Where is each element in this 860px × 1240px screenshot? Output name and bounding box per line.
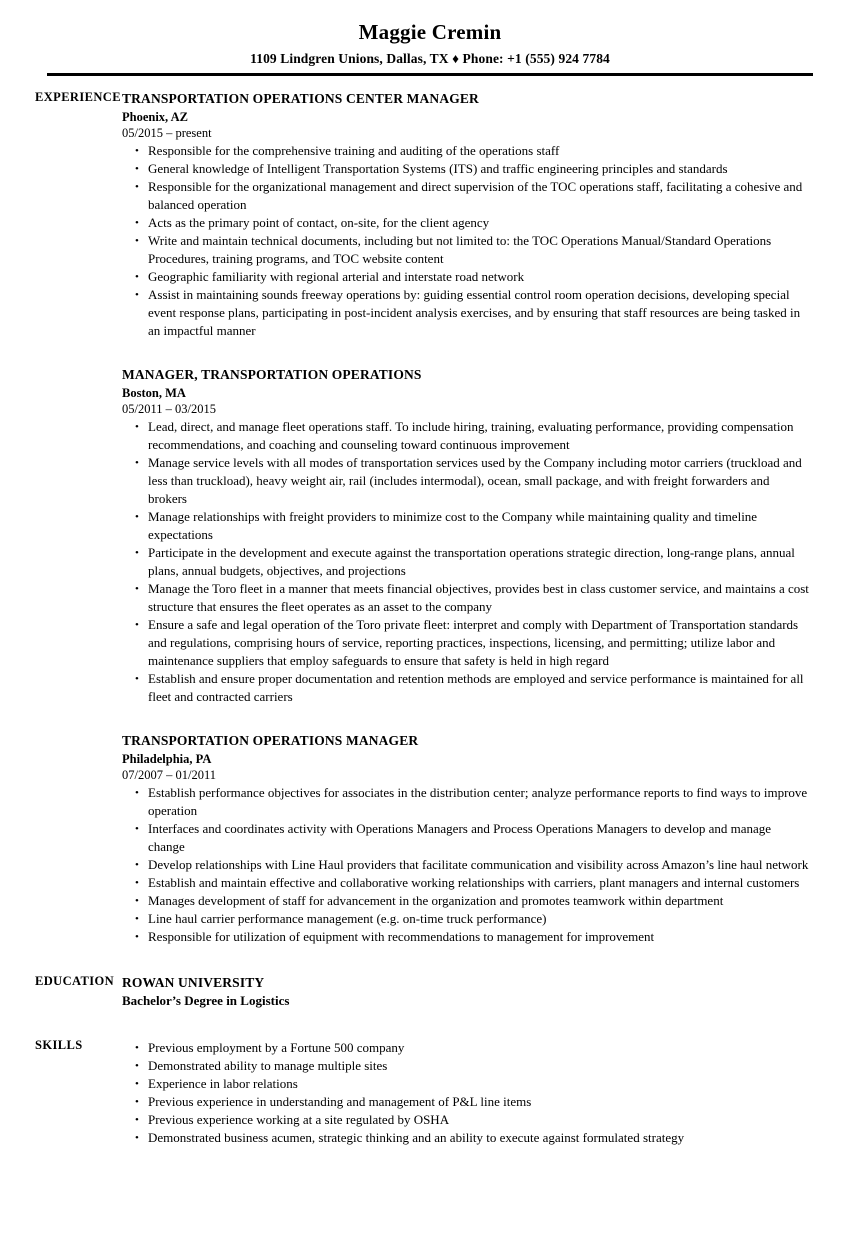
job-bullet: • General knowledge of Intelligent Transportation Systems (ITS) and traffic engineering principles and standards xyxy=(122,160,810,178)
header-divider xyxy=(47,73,813,76)
contact-line: 1109 Lindgren Unions, Dallas, TX ♦ Phone: +1 (555) 924 7784 xyxy=(250,51,610,66)
section-label-education: EDUCATION xyxy=(35,974,115,988)
resume-header xyxy=(0,0,860,76)
job-bullet: • Establish and maintain effective and collaborative working relationships with carriers, plant managers and internal customers xyxy=(122,874,810,892)
job-bullet: • Participate in the development and execute against the transportation operations strategic direction, long-range plans, annual plans, annual budgets, objectives, and projections xyxy=(122,544,810,580)
section-label-experience: EXPERIENCE xyxy=(35,90,121,104)
skill-bullet: • Previous experience working at a site regulated by OSHA xyxy=(122,1111,810,1129)
skill-bullet: • Previous experience in understanding and management of P&L line items xyxy=(122,1093,810,1111)
job-bullet: • Responsible for utilization of equipment with recommendations to management for improvement xyxy=(122,928,810,946)
job-bullet: • Assist in maintaining sounds freeway operations by: guiding essential control room operation decisions, developing special event response plans, participating in post-incident analysis exercises, and by ensuring that staff resources are being tasked in an impactful manner xyxy=(122,286,810,340)
job-location: Phoenix, AZ xyxy=(122,110,188,124)
skill-bullet: • Demonstrated ability to manage multiple sites xyxy=(122,1057,810,1075)
job-dates: 05/2011 – 03/2015 xyxy=(122,402,216,416)
job-bullet: • Geographic familiarity with regional arterial and interstate road network xyxy=(122,268,810,286)
job-bullet-list xyxy=(122,418,810,706)
experience-body xyxy=(122,90,860,946)
job-dates: 07/2007 – 01/2011 xyxy=(122,768,216,782)
job-entry xyxy=(122,366,810,706)
experience-section xyxy=(0,90,860,946)
job-title: TRANSPORTATION OPERATIONS CENTER MANAGER xyxy=(122,91,479,106)
education-section xyxy=(0,974,860,1010)
skill-bullet: • Experience in labor relations xyxy=(122,1075,810,1093)
job-location: Boston, MA xyxy=(122,386,186,400)
skills-body xyxy=(122,1038,860,1147)
job-bullet: • Manage the Toro fleet in a manner that meets financial objectives, provides best in class customer service, and maintains a cost structure that ensures the fleet operates as an asset to the company xyxy=(122,580,810,616)
job-bullet: • Manages development of staff for advancement in the organization and promotes teamwork within department xyxy=(122,892,810,910)
job-bullet: • Interfaces and coordinates activity with Operations Managers and Process Operations Managers to develop and manage change xyxy=(122,820,810,856)
job-bullet: • Manage service levels with all modes of transportation services used by the Company including motor carriers (truckload and less than truckload), heavy weight air, rail (includes intermodal), ocean, small package, and with freight forwarders and brokers xyxy=(122,454,810,508)
job-location: Philadelphia, PA xyxy=(122,752,212,766)
skill-bullet: • Demonstrated business acumen, strategic thinking and an ability to execute against formulated strategy xyxy=(122,1129,810,1147)
job-bullet: • Establish performance objectives for associates in the distribution center; analyze performance reports to find ways to improve operation xyxy=(122,784,810,820)
job-title: MANAGER, TRANSPORTATION OPERATIONS xyxy=(122,367,422,382)
candidate-name: Maggie Cremin xyxy=(358,20,502,44)
job-bullet: • Manage relationships with freight providers to minimize cost to the Company while maintaining quality and timeline expectations xyxy=(122,508,810,544)
skills-bullet-list xyxy=(122,1039,810,1147)
skills-section xyxy=(0,1038,860,1147)
job-bullet: • Responsible for the organizational management and direct supervision of the TOC operations staff, facilitating a cohesive and balanced operation xyxy=(122,178,810,214)
education-body xyxy=(122,974,860,1010)
job-bullet: • Responsible for the comprehensive training and auditing of the operations staff xyxy=(122,142,810,160)
job-title: TRANSPORTATION OPERATIONS MANAGER xyxy=(122,733,419,748)
section-label-skills: SKILLS xyxy=(35,1038,83,1052)
education-school: ROWAN UNIVERSITY xyxy=(122,975,265,990)
job-bullet: • Write and maintain technical documents, including but not limited to: the TOC Operations Manual/Standard Operations Procedures, training programs, and TOC website content xyxy=(122,232,810,268)
job-bullet: • Develop relationships with Line Haul providers that facilitate communication and visibility across Amazon’s line haul network xyxy=(122,856,810,874)
education-degree: Bachelor’s Degree in Logistics xyxy=(122,993,290,1008)
skill-bullet: • Previous employment by a Fortune 500 company xyxy=(122,1039,810,1057)
job-bullet: • Lead, direct, and manage fleet operations staff. To include hiring, training, evaluating performance, providing compensation recommendations, and coaching and counseling toward continuous improvement xyxy=(122,418,810,454)
job-bullet: • Line haul carrier performance management (e.g. on-time truck performance) xyxy=(122,910,810,928)
job-bullet-list xyxy=(122,142,810,340)
job-bullet: • Establish and ensure proper documentation and retention methods are employed and service performance is maintained for all fleet and contracted carriers xyxy=(122,670,810,706)
job-bullet-list xyxy=(122,784,810,946)
job-bullet: • Ensure a safe and legal operation of the Toro private fleet: interpret and comply with Department of Transportation standards and regulations, comprising hours of service, reporting practices, inspections, licensing, and permitting; utilize labor and maintenance suppliers that employ safeguards to ensure that safety is held in high regard xyxy=(122,616,810,670)
job-entry xyxy=(122,732,810,946)
job-dates: 05/2015 – present xyxy=(122,126,212,140)
job-entry xyxy=(122,90,810,340)
job-bullet: • Acts as the primary point of contact, on-site, for the client agency xyxy=(122,214,810,232)
